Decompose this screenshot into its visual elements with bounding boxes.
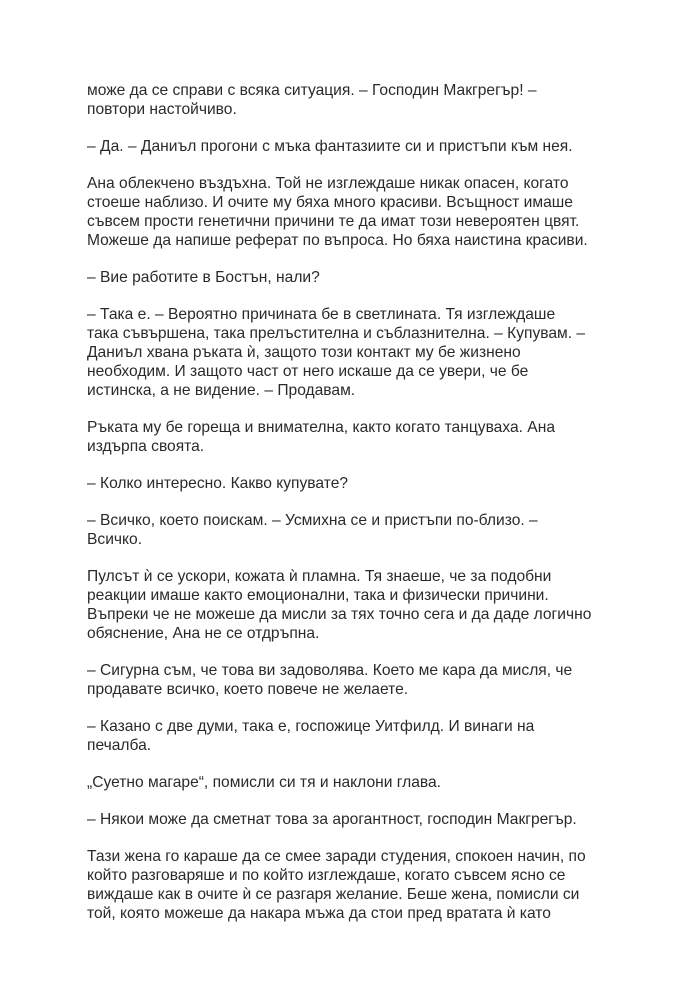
text-line: той, която можеше да накара мъжа да стои пред вратата ѝ като xyxy=(87,905,551,922)
text-line: – Някои може да сметнат това за арогантност, господин Макгрегър. xyxy=(87,811,577,828)
text-line: съвсем прости генетични причини те да имат този невероятен цвят. xyxy=(87,213,580,230)
text-line: истинска, а не видение. – Продавам. xyxy=(87,382,356,399)
paragraph-12 xyxy=(87,773,627,792)
text-line: – Казано с две думи, така е, госпожице Уитфилд. И винаги на xyxy=(87,718,535,735)
paragraph-3 xyxy=(87,174,627,250)
text-line: обяснение, Ана не се отдръпна. xyxy=(87,625,320,642)
text-line: Ръката му бе гореща и внимателна, както когато танцуваха. Ана xyxy=(87,419,555,436)
text-line: – Всичко, което поискам. – Усмихна се и пристъпи по-близо. – xyxy=(87,512,538,529)
text-line: Ана облекчено въздъхна. Той не изглеждаше никак опасен, когато xyxy=(87,175,569,192)
document-page xyxy=(87,81,627,941)
text-line: необходим. И защото част от него искаше да се увери, че бе xyxy=(87,363,529,380)
text-line: – Да. – Даниъл прогони с мъка фантазиите си и пристъпи към нея. xyxy=(87,138,573,155)
text-line: стоеше наблизо. И очите му бяха много красиви. Всъщност имаше xyxy=(87,194,573,211)
paragraph-6 xyxy=(87,418,627,456)
text-line: виждаше как в очите ѝ се разгаря желание. Беше жена, помисли си xyxy=(87,886,580,903)
text-line: – Така е. – Вероятно причината бе в светлината. Тя изглеждаше xyxy=(87,306,556,323)
text-line: реакции имаше както емоционални, така и физически причини. xyxy=(87,587,549,604)
text-line: – Колко интересно. Какво купувате? xyxy=(87,475,349,492)
text-line: – Вие работите в Бостън, нали? xyxy=(87,269,320,286)
paragraph-2 xyxy=(87,137,627,156)
text-line: – Сигурна съм, че това ви задоволява. Което ме кара да мисля, че xyxy=(87,662,573,679)
text-line: който разговаряше и по който изглеждаше, когато съвсем ясно се xyxy=(87,867,566,884)
text-line: продавате всичко, което повече не желаете. xyxy=(87,681,409,698)
paragraph-4 xyxy=(87,268,627,287)
text-line: Даниъл хвана ръката ѝ, защото този контакт му бе жизнено xyxy=(87,344,521,361)
text-line: Можеше да напише реферат по въпроса. Но бяха наистина красиви. xyxy=(87,232,588,249)
paragraph-14 xyxy=(87,847,627,923)
paragraph-5 xyxy=(87,305,627,400)
paragraph-13 xyxy=(87,810,627,829)
text-line: Въпреки че не можеше да мисли за тях точно сега и да даде логично xyxy=(87,606,592,623)
text-line: издърпа своята. xyxy=(87,438,205,455)
paragraph-10 xyxy=(87,661,627,699)
text-line: печалба. xyxy=(87,737,152,754)
text-line: Тази жена го караше да се смее заради студения, спокоен начин, по xyxy=(87,848,586,865)
text-line: Пулсът ѝ се ускори, кожата ѝ пламна. Тя знаеше, че за подобни xyxy=(87,568,552,585)
text-line: Всичко. xyxy=(87,531,143,548)
paragraph-8 xyxy=(87,511,627,549)
text-line: така съвършена, така прелъстителна и съблазнителна. – Купувам. – xyxy=(87,325,586,342)
text-line: „Суетно магаре“, помисли си тя и наклони глава. xyxy=(87,774,442,791)
paragraph-11 xyxy=(87,717,627,755)
text-line: повтори настойчиво. xyxy=(87,101,237,118)
paragraph-7 xyxy=(87,474,627,493)
paragraph-1 xyxy=(87,81,627,119)
text-line: може да се справи с всяка ситуация. – Господин Макгрегър! – xyxy=(87,82,537,99)
paragraph-9 xyxy=(87,567,627,643)
